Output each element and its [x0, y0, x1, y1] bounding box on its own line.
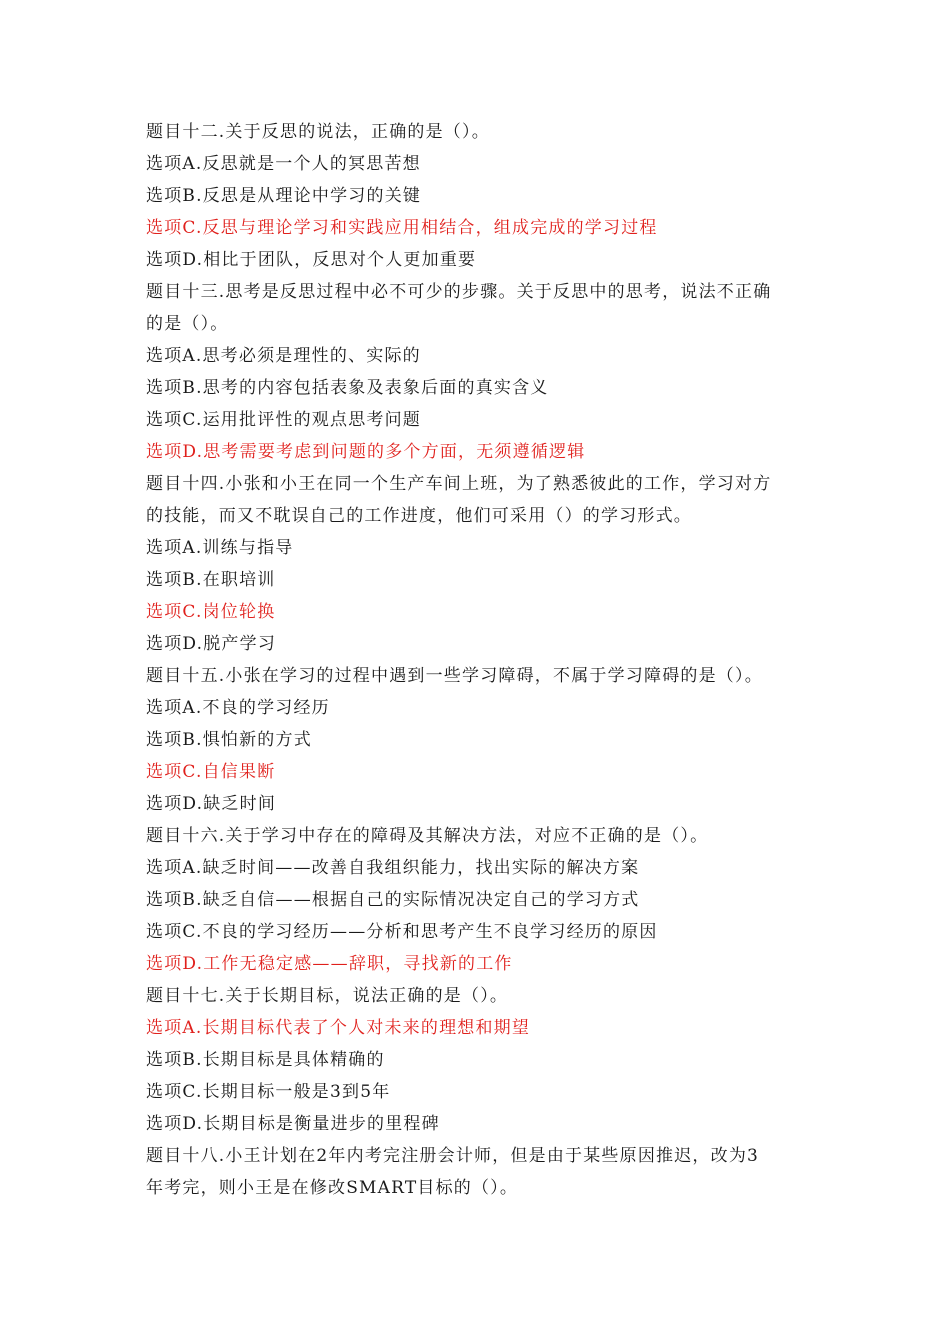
text-line: 选项A.反思就是一个人的冥思苦想 — [146, 154, 421, 174]
question-line: 题目十八.小王计划在2年内考完注册会计师，但是由于某些原因推迟，改为3 — [146, 1146, 760, 1166]
correct-answer-line: 选项D.工作无稳定感——辞职，寻找新的工作 — [146, 954, 513, 974]
text-line: 的技能，而又不耽误自己的工作进度，他们可采用（）的学习形式。 — [146, 506, 692, 526]
document-page — [146, 116, 810, 1204]
question-line: 题目十五.小张在学习的过程中遇到一些学习障碍，不属于学习障碍的是（）。 — [146, 666, 763, 686]
text-line: 选项D.脱产学习 — [146, 634, 277, 654]
correct-answer-line: 选项D.思考需要考虑到问题的多个方面，无须遵循逻辑 — [146, 442, 586, 462]
question-line: 题目十四.小张和小王在同一个生产车间上班，为了熟悉彼此的工作，学习对方 — [146, 474, 772, 494]
text-line: 选项A.不良的学习经历 — [146, 698, 330, 718]
text-line: 选项C.长期目标一般是3到5年 — [146, 1082, 391, 1102]
text-line: 选项A.思考必须是理性的、实际的 — [146, 346, 421, 366]
text-line: 选项A.缺乏时间——改善自我组织能力，找出实际的解决方案 — [146, 858, 640, 878]
text-line: 选项B.思考的内容包括表象及表象后面的真实含义 — [146, 378, 549, 398]
text-line: 选项B.惧怕新的方式 — [146, 730, 312, 750]
correct-answer-line: 选项C.反思与理论学习和实践应用相结合，组成完成的学习过程 — [146, 218, 658, 238]
text-line: 选项D.长期目标是衡量进步的里程碑 — [146, 1114, 440, 1134]
text-line: 选项B.反思是从理论中学习的关键 — [146, 186, 422, 206]
question-line: 题目十三.思考是反思过程中必不可少的步骤。关于反思中的思考，说法不正确 — [146, 282, 772, 302]
question-line: 题目十二.关于反思的说法，正确的是（）。 — [146, 122, 490, 142]
question-line: 题目十六.关于学习中存在的障碍及其解决方法，对应不正确的是（）。 — [146, 826, 709, 846]
text-line: 选项C.不良的学习经历——分析和思考产生不良学习经历的原因 — [146, 922, 658, 942]
correct-answer-line: 选项C.岗位轮换 — [146, 602, 276, 622]
correct-answer-line: 选项C.自信果断 — [146, 762, 276, 782]
text-line: 选项A.训练与指导 — [146, 538, 294, 558]
text-line: 选项B.长期目标是具体精确的 — [146, 1050, 385, 1070]
correct-answer-line: 选项A.长期目标代表了个人对未来的理想和期望 — [146, 1018, 531, 1038]
text-line: 选项B.在职培训 — [146, 570, 276, 590]
question-line: 题目十七.关于长期目标，说法正确的是（）。 — [146, 986, 509, 1006]
text-line: 年考完，则小王是在修改SMART目标的（）。 — [146, 1178, 519, 1198]
text-line: 选项D.缺乏时间 — [146, 794, 277, 814]
text-line: 的是（）。 — [146, 314, 229, 334]
text-line: 选项B.缺乏自信——根据自己的实际情况决定自己的学习方式 — [146, 890, 640, 910]
text-line: 选项D.相比于团队，反思对个人更加重要 — [146, 250, 477, 270]
text-line: 选项C.运用批评性的观点思考问题 — [146, 410, 422, 430]
